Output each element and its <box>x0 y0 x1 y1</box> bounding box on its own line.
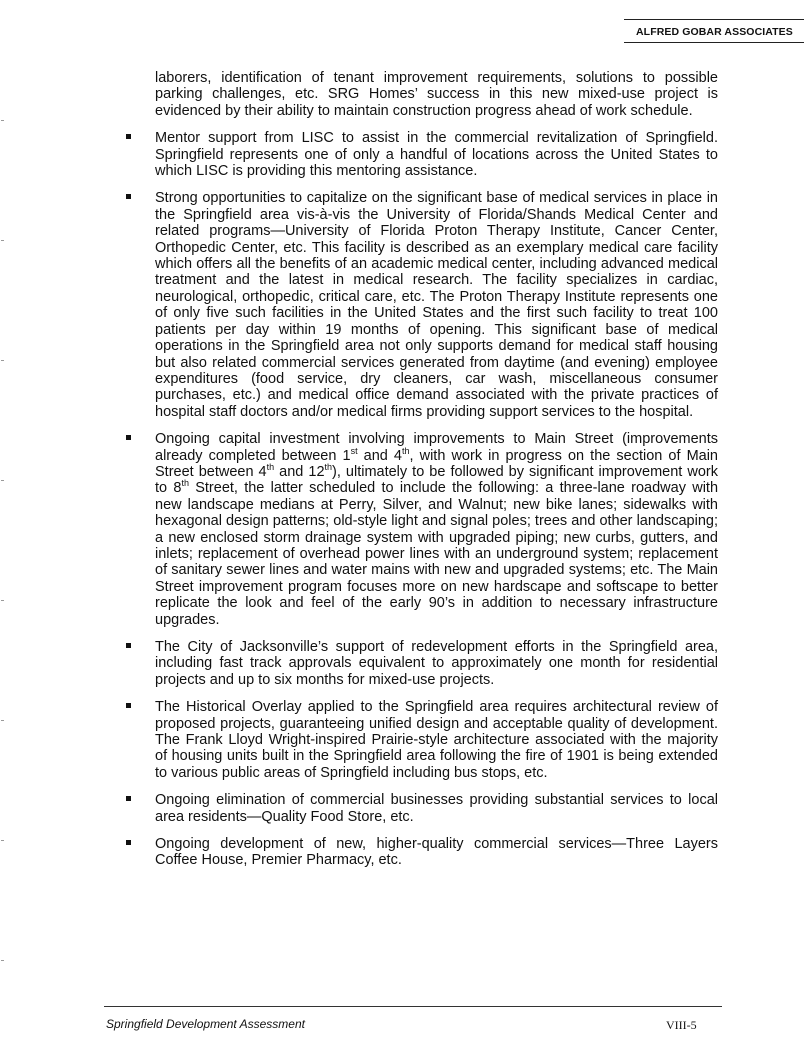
bullet-item-elimination <box>124 792 718 825</box>
company-name: ALFRED GOBAR ASSOCIATES <box>636 26 793 38</box>
bullet-item-main-street <box>124 431 718 628</box>
bullet-item-historical-overlay <box>124 699 718 781</box>
continuation-paragraph: laborers, identification of tenant improvement requirements, solutions to possible parking challenges, etc. SRG Homes’ success in this new mixed-use project is evidenced by their ability to maintain construction progress ahead of work schedule. <box>155 70 718 119</box>
footer-document-title: Springfield Development Assessment <box>106 1017 305 1031</box>
scan-margin-marks <box>0 0 6 1049</box>
bullet-text: Ongoing elimination of commercial businesses providing substantial services to local area residents—Quality Food Store, etc. <box>155 792 718 825</box>
square-bullet-icon <box>126 643 131 648</box>
bullet-item-medical <box>124 190 718 420</box>
square-bullet-icon <box>126 194 131 199</box>
square-bullet-icon <box>126 796 131 801</box>
bullet-list <box>124 130 718 869</box>
bullet-text: Strong opportunities to capitalize on the significant base of medical services in place in the Springfield area vis-à-vis the University of Florida/Shands Medical Center and related programs—University of Florida Proton Therapy Institute, Cancer Center, Orthopedic Center, etc. This facility is described as an exemplary medical care facility which offers all the benefits of an academic medical center, including advanced medical treatment and the latest in medical research. The facility specializes in cardiac, neurological, orthopedic, critical care, etc. The Proton Therapy Institute represents one of only five such facilities in the United States and the first such facility to treat 100 patients per day within 19 months of opening. This significant base of medical operations in the Springfield area not only supports demand for medical staff housing but also related commercial services generated from daytime (and evening) employee expenditures (food service, dry cleaners, car wash, miscellaneous consumer purchases, etc.) and medical office demand associated with the private practices of hospital staff doctors and/or medical firms providing support services to the hospital. <box>155 190 718 420</box>
footer-rule <box>104 1006 722 1007</box>
header-rule-bottom <box>624 42 804 43</box>
square-bullet-icon <box>126 435 131 440</box>
bullet-text: The Historical Overlay applied to the Springfield area requires architectural review of proposed projects, guaranteeing unified design and acceptable quality of development. The Frank Lloyd Wright-inspired Prairie-style architecture associated with the majority of housing units built in the Springfield area following the fire of 1901 is being extended to various public areas of Springfield including bus stops, etc. <box>155 699 718 781</box>
bullet-item-new-development <box>124 836 718 869</box>
bullet-text: The City of Jacksonville’s support of redevelopment efforts in the Springfield area, including fast track approvals equivalent to approximately one month for residential projects and up to six months for mixed-use projects. <box>155 639 718 688</box>
square-bullet-icon <box>126 840 131 845</box>
bullet-item-city-support <box>124 639 718 688</box>
header-rule-top <box>624 19 804 20</box>
document-body <box>124 70 718 869</box>
bullet-text: Mentor support from LISC to assist in the commercial revitalization of Springfield. Springfield represents one of only a handful of locations across the United States to which LISC is providing this mentoring assistance. <box>155 130 718 180</box>
bullet-text: Ongoing development of new, higher-quality commercial services—Three Layers Coffee House, Premier Pharmacy, etc. <box>155 836 718 869</box>
bullet-item-lisc <box>124 130 718 179</box>
square-bullet-icon <box>126 134 131 139</box>
square-bullet-icon <box>126 703 131 708</box>
bullet-text: Ongoing capital investment involving improvements to Main Street (improvements already completed between 1st and 4th, with work in progress on the section of Main Street between 4th and 12th), ultimately to be followed by significant improvement work to 8th Street, the latter scheduled to include the following: a three-lane roadway with new landscape medians at Perry, Silver, and Walnut; new bike lanes; sidewalks with hexagonal design patterns; old-style light and signal poles; trees and other landscaping; a new enclosed storm drainage system with upgraded piping; new curbs, gutters, and inlets; replacement of overhead power lines with an underground system; replacement of sanitary sewer lines and water mains with new and upgraded systems; etc. The Main Street improvement program focuses more on new hardscape and softscape to better replicate the look and feel of the early 90’s in addition to necessary infrastructure upgrades. <box>155 431 719 628</box>
page-number: VIII-5 <box>666 1018 697 1032</box>
